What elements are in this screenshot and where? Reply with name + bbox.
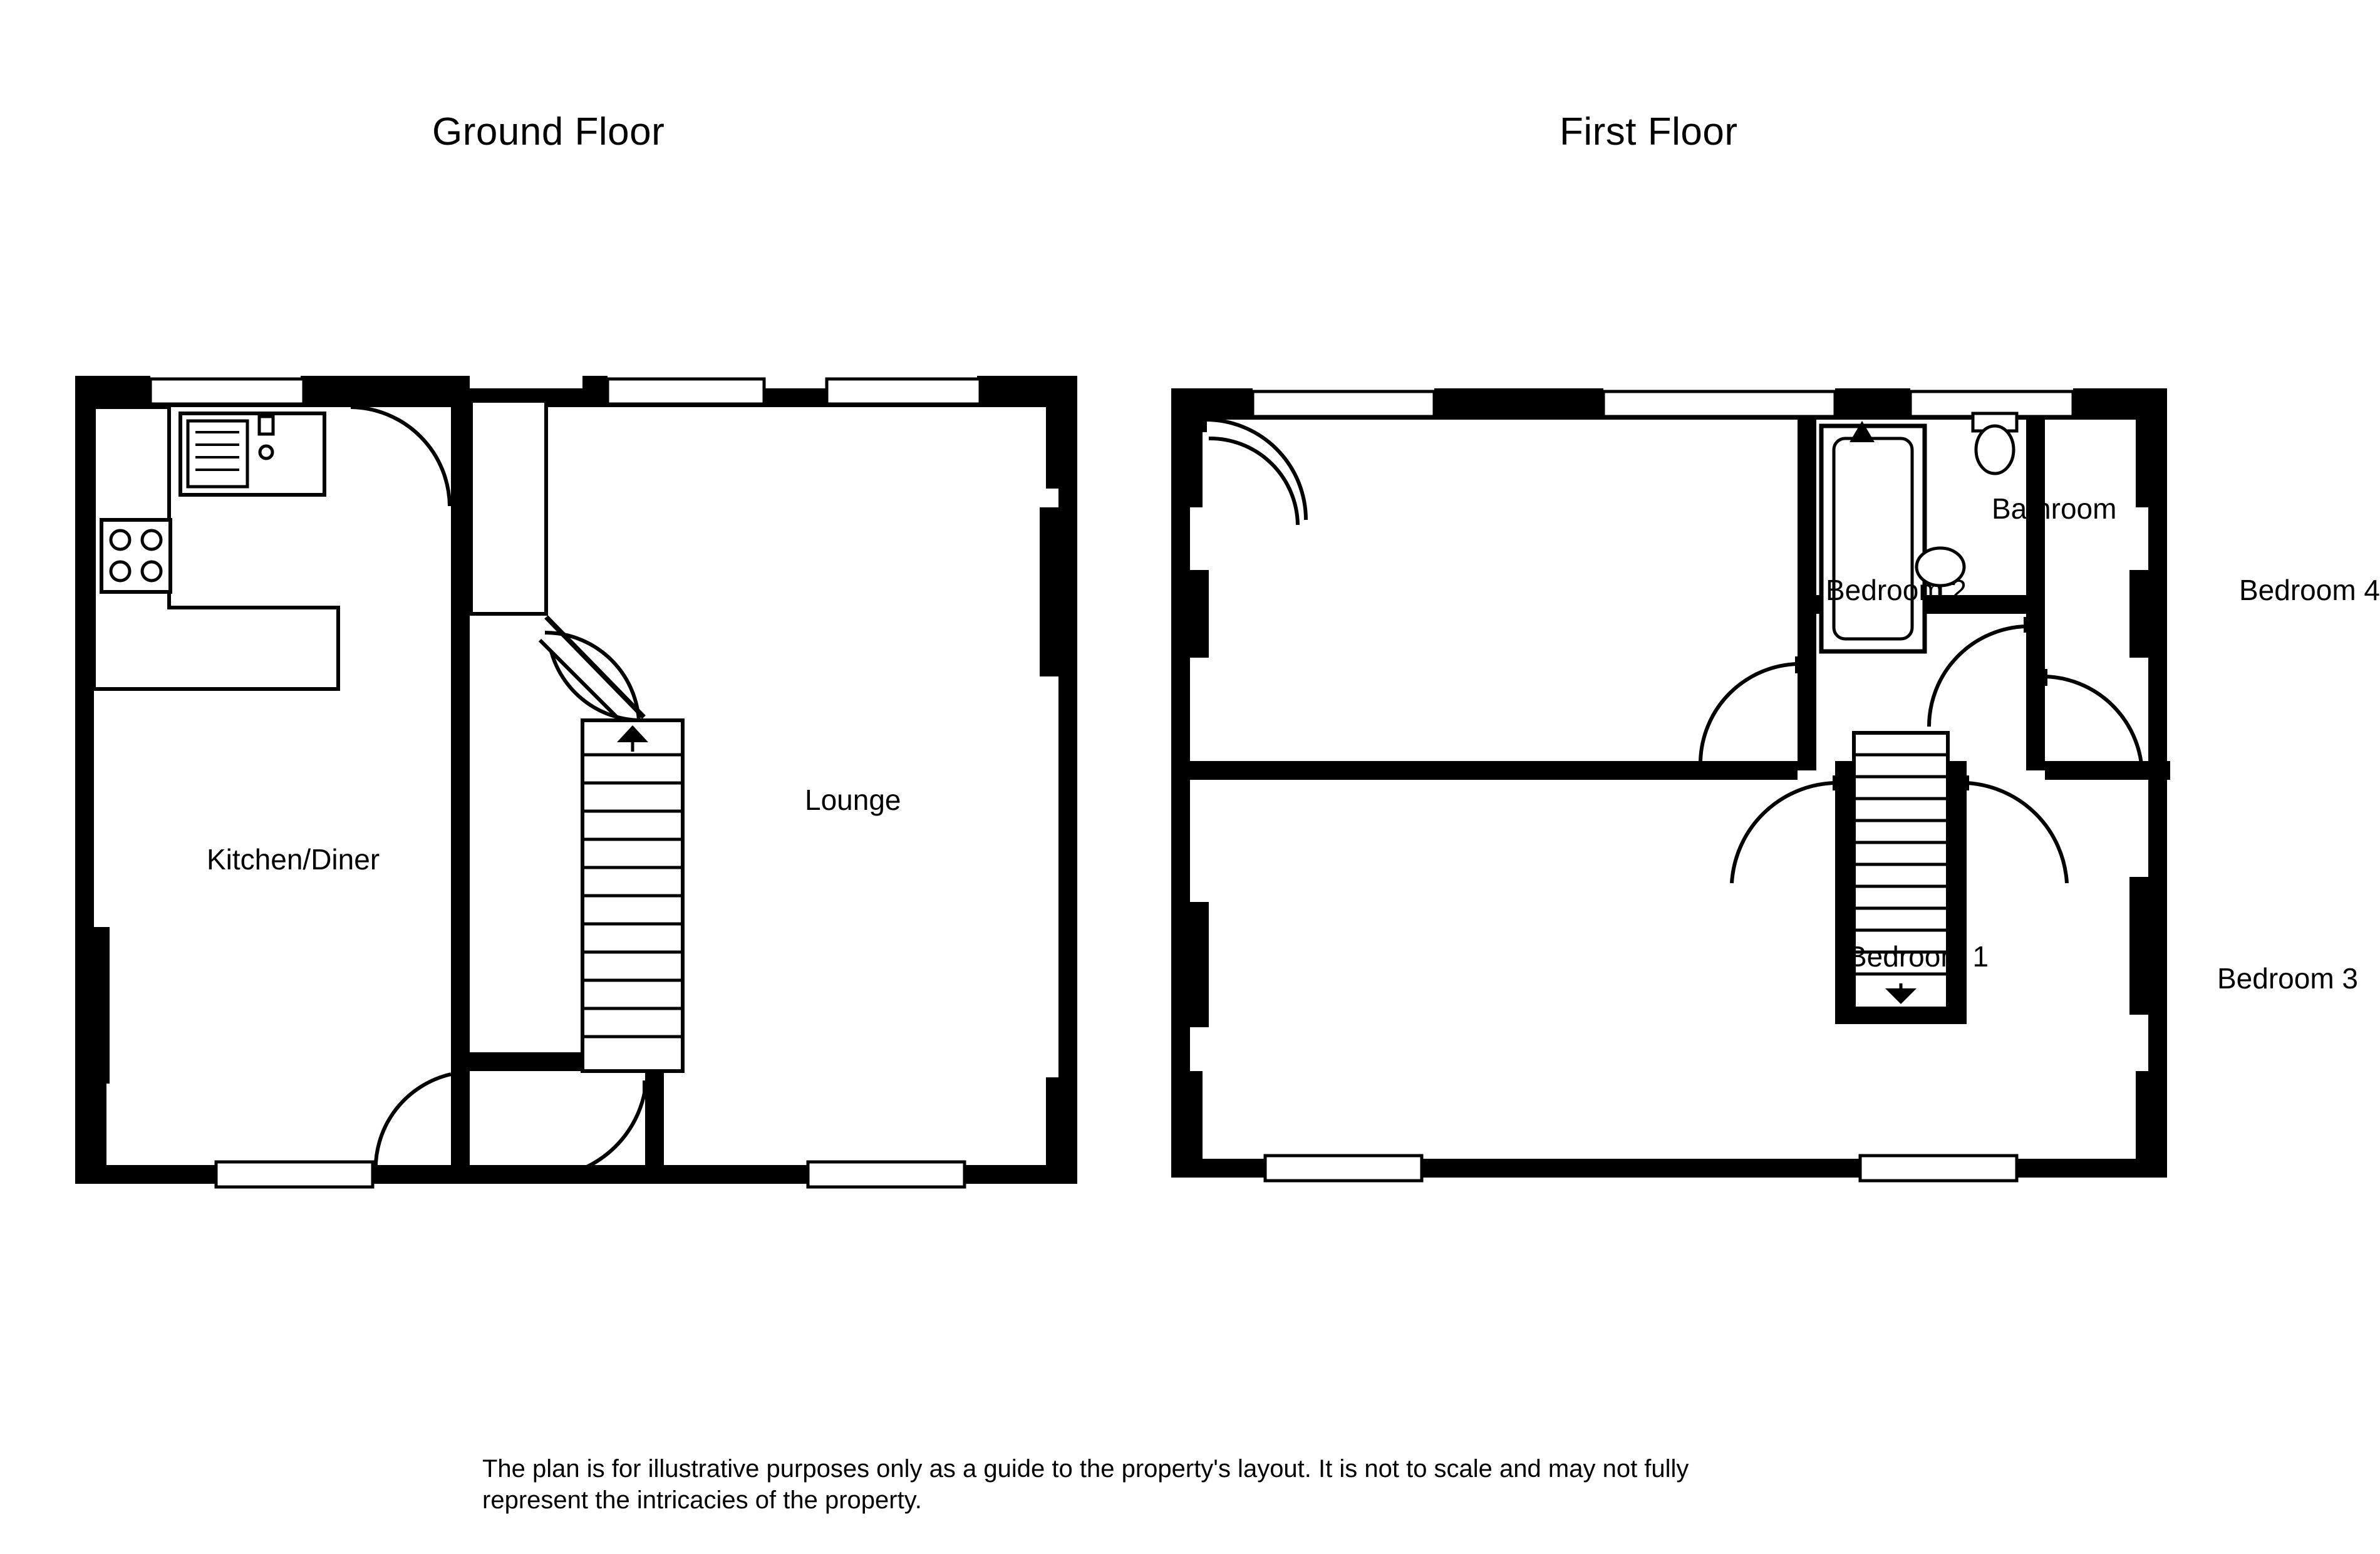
sink-icon (180, 413, 324, 495)
first-floor-svg (1115, 0, 2192, 1253)
room-label-kitchen-diner: Kitchen/Diner (207, 843, 380, 876)
ground-floor-title: Ground Floor (432, 110, 665, 153)
disclaimer-text: The plan is for illustrative purposes only as a guide to the property's layout. It is not to scale and may not fully represent the intricacies of the property. (482, 1455, 1689, 1514)
room-label-bedroom-3: Bedroom 3 (2217, 962, 2359, 995)
staircase-up-ground (582, 720, 683, 1071)
room-label-bedroom-2: Bedroom 2 (1826, 574, 1967, 606)
room-label-bathroom: Bathroom (1992, 492, 2117, 525)
first-floor-title: First Floor (1560, 110, 1738, 153)
hob-icon (101, 520, 170, 592)
first-doors (1206, 420, 2142, 883)
room-label-bedroom-4: Bedroom 4 (2239, 574, 2380, 606)
toilet-icon (1973, 413, 2017, 474)
ground-floor-svg (0, 0, 1127, 1253)
ground-floor-plan (0, 0, 1127, 1253)
room-label-lounge: Lounge (805, 784, 901, 816)
bath-icon (1821, 421, 1925, 651)
ground-hall-lobby (471, 401, 546, 614)
room-label-bedroom-1: Bedroom 1 (1848, 940, 1989, 973)
first-floor-plan (1115, 0, 2380, 1253)
